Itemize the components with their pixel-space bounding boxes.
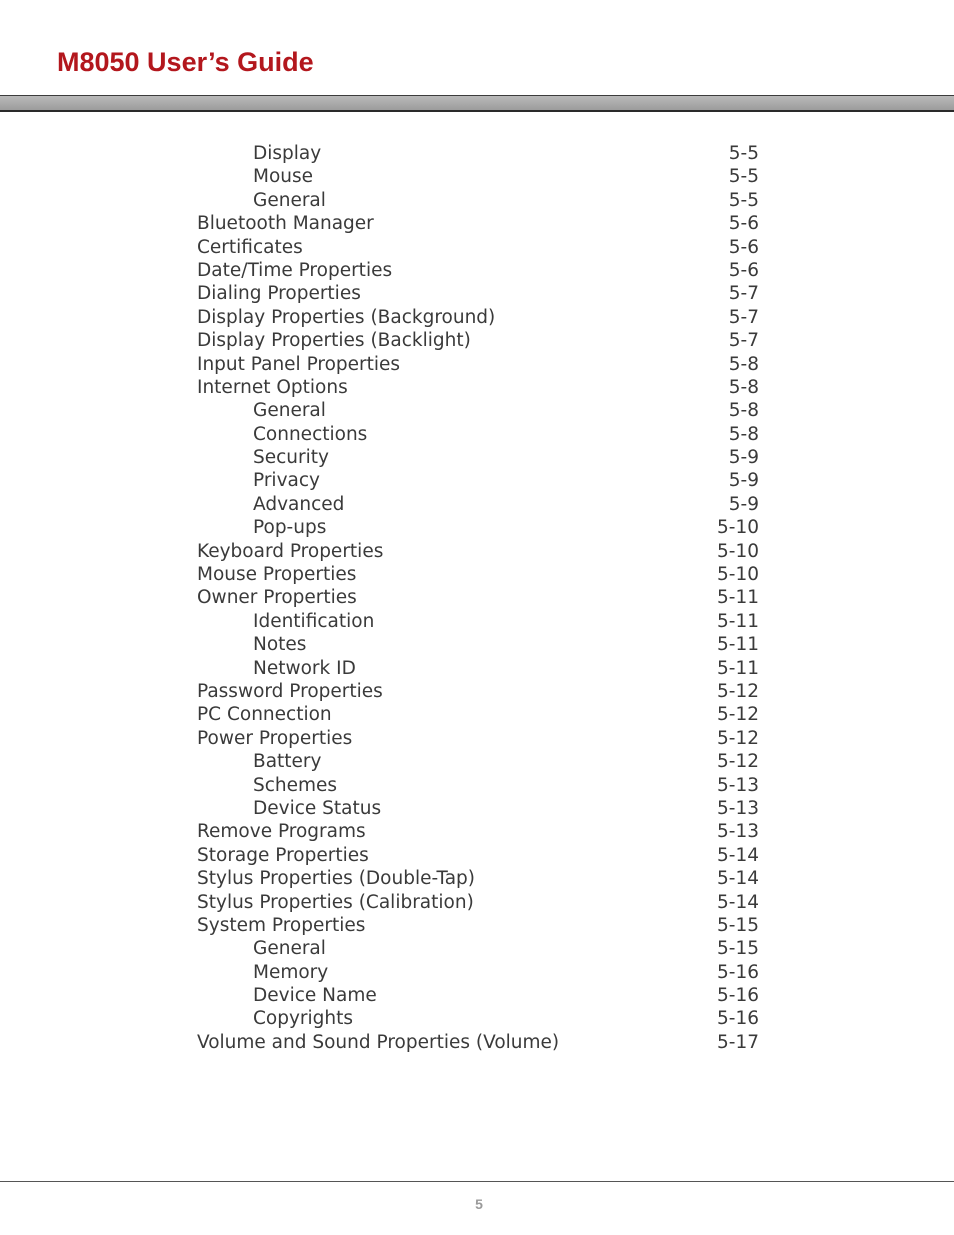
toc-entry-page: 5-13 bbox=[717, 797, 759, 819]
toc-entry-label: Device Status bbox=[253, 797, 382, 819]
toc-entry-label: Display Properties (Background) bbox=[197, 306, 496, 328]
toc-entry-page: 5-8 bbox=[728, 400, 759, 422]
toc-entry-page: 5-8 bbox=[728, 353, 759, 375]
toc-entry-label: Advanced bbox=[253, 493, 345, 515]
toc-entry-page: 5-6 bbox=[728, 213, 759, 235]
toc-entry-label: Remove Programs bbox=[197, 821, 366, 843]
toc-entry-page: 5-14 bbox=[717, 891, 759, 913]
toc-entry bbox=[0, 820, 954, 843]
toc-entry bbox=[0, 586, 954, 609]
toc-entry-label: General bbox=[253, 938, 326, 960]
toc-entry-label: PC Connection bbox=[197, 704, 332, 726]
document-title: M8050 User’s Guide bbox=[57, 47, 314, 77]
toc-entry-label: Volume and Sound Properties (Volume) bbox=[197, 1031, 560, 1053]
toc-entry bbox=[0, 657, 954, 680]
toc-entry bbox=[0, 142, 954, 165]
toc-entry bbox=[0, 1031, 954, 1054]
toc-entry-label: Copyrights bbox=[253, 1008, 354, 1030]
toc-entry-label: Pop-ups bbox=[253, 517, 327, 539]
toc-entry-page: 5-5 bbox=[728, 166, 759, 188]
toc-entry-page: 5-7 bbox=[728, 283, 759, 305]
header-bar bbox=[0, 95, 954, 112]
toc-entry-page: 5-11 bbox=[717, 610, 759, 632]
toc-entry bbox=[0, 540, 954, 563]
toc-entry bbox=[0, 1007, 954, 1030]
toc-entry-page: 5-16 bbox=[717, 1008, 759, 1030]
toc-entry-label: Privacy bbox=[253, 470, 320, 492]
toc-entry-page: 5-16 bbox=[717, 985, 759, 1007]
toc-entry-page: 5-15 bbox=[717, 914, 759, 936]
toc-entry-page: 5-11 bbox=[717, 587, 759, 609]
toc-entry-label: Display Properties (Backlight) bbox=[197, 330, 471, 352]
toc-entry-label: Notes bbox=[253, 634, 307, 656]
toc-entry-label: Network ID bbox=[253, 657, 356, 679]
toc-entry bbox=[0, 914, 954, 937]
toc-entry-page: 5-10 bbox=[717, 540, 759, 562]
toc-entry-page: 5-9 bbox=[728, 447, 759, 469]
toc-entry-page: 5-11 bbox=[717, 657, 759, 679]
toc-entry-page: 5-6 bbox=[728, 259, 759, 281]
toc-entry-page: 5-9 bbox=[728, 470, 759, 492]
toc-entry-page: 5-7 bbox=[728, 330, 759, 352]
toc-entry-label: Dialing Properties bbox=[197, 283, 361, 305]
toc-entry bbox=[0, 750, 954, 773]
toc-entry-page: 5-12 bbox=[717, 704, 759, 726]
toc-entry bbox=[0, 610, 954, 633]
toc-entry bbox=[0, 867, 954, 890]
toc-entry bbox=[0, 282, 954, 305]
toc-entry-page: 5-12 bbox=[717, 680, 759, 702]
toc-entry bbox=[0, 984, 954, 1007]
toc-entry-label: Display bbox=[253, 143, 322, 164]
toc-entry-page: 5-13 bbox=[717, 774, 759, 796]
toc-entry-label: Date/Time Properties bbox=[197, 259, 393, 281]
toc-entry-page: 5-16 bbox=[717, 961, 759, 983]
footer-rule bbox=[0, 1181, 954, 1182]
toc-entry-label: Stylus Properties (Calibration) bbox=[197, 891, 474, 913]
toc-entry-page: 5-5 bbox=[728, 143, 759, 164]
page-number: 5 bbox=[475, 1196, 483, 1212]
toc-entry bbox=[0, 961, 954, 984]
toc-entry bbox=[0, 727, 954, 750]
toc-entry bbox=[0, 797, 954, 820]
toc-entry bbox=[0, 844, 954, 867]
toc-entry-label: Stylus Properties (Double-Tap) bbox=[197, 868, 475, 890]
table-of-contents bbox=[0, 142, 954, 1054]
toc-entry-label: Battery bbox=[253, 751, 322, 773]
toc-entry bbox=[0, 937, 954, 960]
toc-entry bbox=[0, 236, 954, 259]
toc-entry-label: Mouse Properties bbox=[197, 564, 357, 586]
toc-entry bbox=[0, 306, 954, 329]
toc-entry bbox=[0, 423, 954, 446]
toc-entry-label: Schemes bbox=[253, 774, 338, 796]
toc-entry-label: Storage Properties bbox=[197, 844, 369, 866]
toc-entry bbox=[0, 212, 954, 235]
toc-entry bbox=[0, 774, 954, 797]
toc-entry-page: 5-12 bbox=[717, 727, 759, 749]
toc-entry-label: Password Properties bbox=[197, 680, 383, 702]
toc-entry bbox=[0, 633, 954, 656]
toc-entry-page: 5-7 bbox=[728, 306, 759, 328]
toc-entry bbox=[0, 189, 954, 212]
toc-entry-label: Memory bbox=[253, 961, 329, 983]
toc-entry-page: 5-8 bbox=[728, 376, 759, 398]
toc-entry bbox=[0, 165, 954, 188]
toc-entry-page: 5-14 bbox=[717, 844, 759, 866]
toc-entry bbox=[0, 891, 954, 914]
toc-entry-label: Connections bbox=[253, 423, 368, 445]
toc-entry-label: Security bbox=[253, 447, 329, 469]
toc-entry-page: 5-6 bbox=[728, 236, 759, 258]
toc-entry bbox=[0, 399, 954, 422]
toc-entry-label: Owner Properties bbox=[197, 587, 357, 609]
toc-entry-page: 5-15 bbox=[717, 938, 759, 960]
toc-entry-label: Mouse bbox=[253, 166, 314, 188]
toc-entry bbox=[0, 376, 954, 399]
toc-entry bbox=[0, 493, 954, 516]
toc-entry-page: 5-10 bbox=[717, 517, 759, 539]
toc-entry-page: 5-17 bbox=[717, 1031, 759, 1053]
toc-entry bbox=[0, 329, 954, 352]
toc-entry-label: General bbox=[253, 400, 326, 422]
toc-entry-page: 5-5 bbox=[728, 189, 759, 211]
toc-entry-label: General bbox=[253, 189, 326, 211]
toc-entry-label: Internet Options bbox=[197, 376, 348, 398]
toc-entry bbox=[0, 516, 954, 539]
toc-entry-label: System Properties bbox=[197, 914, 366, 936]
toc-entry-page: 5-8 bbox=[728, 423, 759, 445]
toc-entry-label: Input Panel Properties bbox=[197, 353, 401, 375]
toc-entry-page: 5-10 bbox=[717, 564, 759, 586]
toc-entry-page: 5-13 bbox=[717, 821, 759, 843]
toc-entry-label: Certificates bbox=[197, 236, 303, 258]
toc-entry-label: Identification bbox=[253, 610, 375, 632]
toc-entry-label: Bluetooth Manager bbox=[197, 213, 374, 235]
toc-entry bbox=[0, 469, 954, 492]
toc-entry bbox=[0, 703, 954, 726]
toc-entry-page: 5-14 bbox=[717, 868, 759, 890]
toc-entry-page: 5-9 bbox=[728, 493, 759, 515]
toc-entry-page: 5-12 bbox=[717, 751, 759, 773]
toc-entry bbox=[0, 259, 954, 282]
toc-entry-label: Keyboard Properties bbox=[197, 540, 384, 562]
toc-entry bbox=[0, 563, 954, 586]
toc-entry-label: Power Properties bbox=[197, 727, 353, 749]
toc-entry-page: 5-11 bbox=[717, 634, 759, 656]
toc-entry-label: Device Name bbox=[253, 985, 377, 1007]
toc-entry bbox=[0, 353, 954, 376]
toc-entry bbox=[0, 680, 954, 703]
toc-entry bbox=[0, 446, 954, 469]
